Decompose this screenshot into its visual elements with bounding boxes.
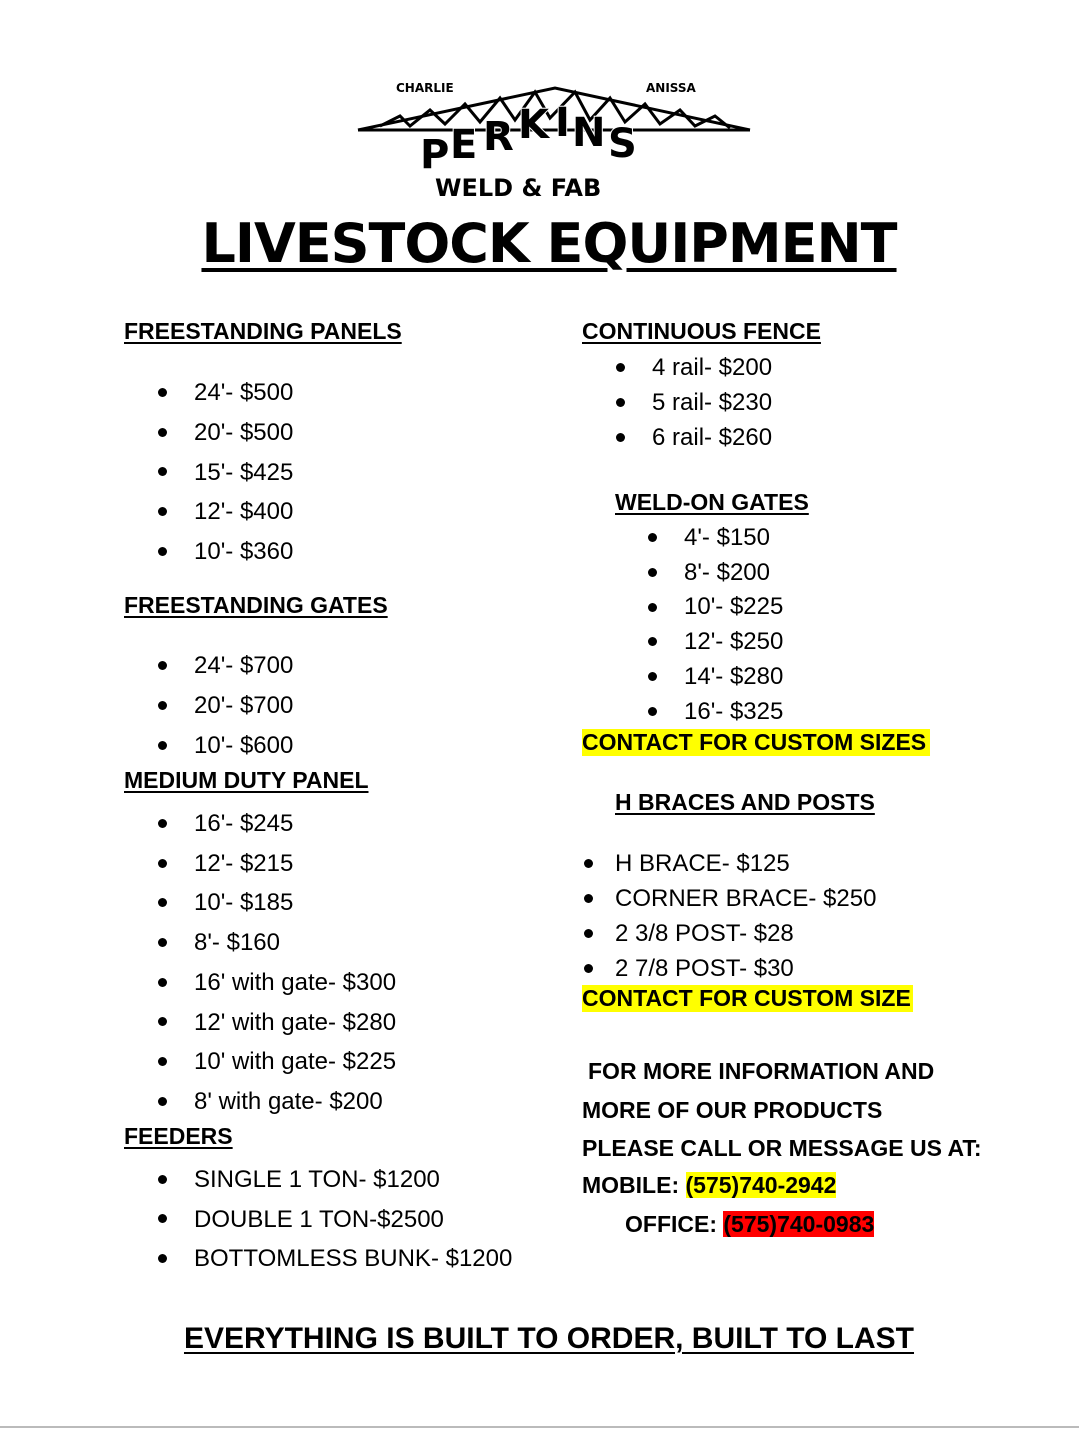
list-item: 2 3/8 POST- $28 xyxy=(584,916,876,951)
list-item: 4'- $150 xyxy=(648,521,783,556)
logo-left-name: CHARLIE xyxy=(396,81,454,95)
list-item: 10'- $360 xyxy=(158,532,293,572)
freestanding-gates-heading: FREESTANDING GATES xyxy=(124,592,388,618)
mobile-number[interactable]: (575)740-2942 xyxy=(685,1172,837,1198)
list-item: 8' with gate- $200 xyxy=(158,1082,396,1122)
footer-tagline: EVERYTHING IS BUILT TO ORDER, BUILT TO LAST xyxy=(183,1322,915,1355)
custom-sizes-notice: CONTACT FOR CUSTOM SIZES xyxy=(582,729,930,756)
continuous-fence-heading: CONTINUOUS FENCE xyxy=(582,318,821,344)
list-item: 12'- $400 xyxy=(158,492,293,532)
company-logo xyxy=(350,78,760,203)
office-number[interactable]: (575)740-0983 xyxy=(723,1211,875,1237)
list-item: 8'- $160 xyxy=(158,923,396,963)
h-braces-heading: H BRACES AND POSTS xyxy=(615,789,875,815)
mobile-line xyxy=(582,1172,836,1199)
svg-text:P: P xyxy=(420,132,450,178)
svg-text:N: N xyxy=(572,110,606,156)
list-item: 4 rail- $200 xyxy=(616,350,772,385)
list-item: 8'- $200 xyxy=(648,556,783,591)
feeders-list xyxy=(158,1160,512,1279)
weld-on-gates-heading: WELD-ON GATES xyxy=(615,489,809,515)
list-item: 10'- $600 xyxy=(158,726,293,766)
list-item: 16' with gate- $300 xyxy=(158,963,396,1003)
custom-size-notice: CONTACT FOR CUSTOM SIZE xyxy=(582,985,911,1011)
info-line-1: FOR MORE INFORMATION AND xyxy=(588,1058,935,1084)
list-item: H BRACE- $125 xyxy=(584,846,876,881)
list-item: 12'- $215 xyxy=(158,844,396,884)
list-item: 12'- $250 xyxy=(648,625,783,660)
list-item: DOUBLE 1 TON-$2500 xyxy=(158,1200,512,1240)
list-item: 12' with gate- $280 xyxy=(158,1003,396,1043)
page-title: LIVESTOCK EQUIPMENT xyxy=(201,212,897,275)
list-item: 20'- $700 xyxy=(158,686,293,726)
feeders-heading: FEEDERS xyxy=(124,1123,233,1149)
info-line-3: PLEASE CALL OR MESSAGE US AT: xyxy=(582,1135,982,1161)
list-item: 10' with gate- $225 xyxy=(158,1042,396,1082)
list-item: CORNER BRACE- $250 xyxy=(584,881,876,916)
list-item: SINGLE 1 TON- $1200 xyxy=(158,1160,512,1200)
h-braces-list xyxy=(584,846,876,986)
logo-right-name: ANISSA xyxy=(646,81,696,95)
mobile-label: MOBILE: xyxy=(582,1172,686,1198)
freestanding-gates-list xyxy=(158,646,293,766)
list-item: 16'- $245 xyxy=(158,804,396,844)
list-item: 14'- $280 xyxy=(648,660,783,695)
continuous-fence-list xyxy=(616,350,772,455)
list-item: 15'- $425 xyxy=(158,453,293,493)
list-item: 2 7/8 POST- $30 xyxy=(584,951,876,986)
weld-on-gates-list xyxy=(648,521,783,729)
list-item: 24'- $700 xyxy=(158,646,293,686)
svg-text:S: S xyxy=(608,121,637,167)
list-item: 16'- $325 xyxy=(648,695,783,730)
info-line-2: MORE OF OUR PRODUCTS xyxy=(582,1097,883,1123)
svg-text:I: I xyxy=(555,100,570,146)
office-label: OFFICE: xyxy=(625,1211,724,1237)
list-item: 6 rail- $260 xyxy=(616,420,772,455)
medium-duty-panel-heading: MEDIUM DUTY PANEL xyxy=(124,767,369,793)
svg-text:K: K xyxy=(518,102,549,148)
logo-sub: WELD & FAB xyxy=(435,174,602,202)
list-item: 24'- $500 xyxy=(158,373,293,413)
freestanding-panels-heading: FREESTANDING PANELS xyxy=(124,318,402,344)
medium-duty-panel-list xyxy=(158,804,396,1122)
list-item: 20'- $500 xyxy=(158,413,293,453)
list-item: 5 rail- $230 xyxy=(616,385,772,420)
freestanding-panels-list xyxy=(158,373,293,572)
svg-text:R: R xyxy=(483,114,514,160)
list-item: 10'- $225 xyxy=(648,590,783,625)
office-line xyxy=(625,1211,874,1238)
list-item: 10'- $185 xyxy=(158,883,396,923)
page-bottom-divider xyxy=(0,1426,1079,1428)
list-item: BOTTOMLESS BUNK- $1200 xyxy=(158,1239,512,1279)
svg-text:E: E xyxy=(450,122,478,168)
